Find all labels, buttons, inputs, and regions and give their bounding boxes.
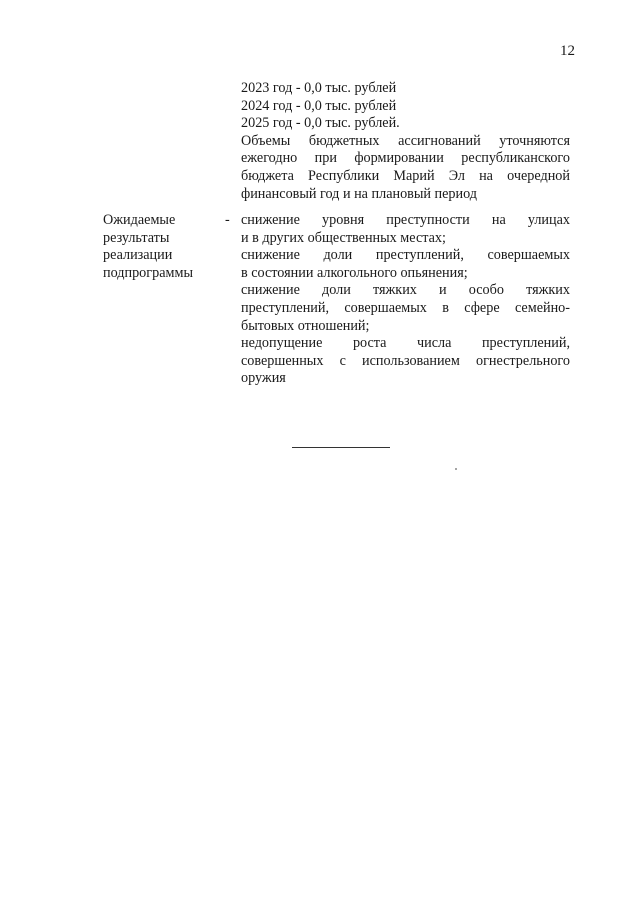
budget-block [241, 80, 570, 203]
budget-note-line: бюджета Республики Марий Эл на очередной [241, 167, 570, 184]
budget-year-2024: 2024 год - 0,0 тыс. рублей [241, 97, 397, 114]
result-item-line: в состоянии алкогольного опьянения; [241, 264, 468, 281]
label-line: Ожидаемые [103, 212, 176, 228]
result-item-line: оружия [241, 370, 286, 387]
result-item-line: совершенных с использованием огнестрельного [241, 352, 570, 369]
budget-year-2025: 2025 год - 0,0 тыс. рублей. [241, 115, 400, 132]
expected-results-list [241, 212, 570, 388]
budget-note-line: Объемы бюджетных ассигнований уточняются [241, 132, 570, 149]
budget-note-line: финансовый год и на плановый период [241, 185, 478, 202]
label-dash: - [225, 212, 230, 228]
result-item-line: и в других общественных местах; [241, 229, 446, 246]
scan-speck [455, 468, 457, 470]
page-number: 12 [560, 43, 575, 59]
result-item-line: снижение уровня преступности на улицах [241, 212, 570, 228]
result-item-line: преступлений, совершаемых в сфере семейно- [241, 299, 570, 316]
result-item-line: снижение доли тяжких и особо тяжких [241, 282, 570, 299]
result-item-line: бытовых отношений; [241, 317, 370, 334]
label-line: подпрограммы [103, 264, 193, 281]
label-line: результаты [103, 229, 170, 246]
result-item-line: снижение доли преступлений, совершаемых [241, 247, 570, 264]
result-item-line: недопущение роста числа преступлений, [241, 335, 570, 352]
expected-results-label [103, 212, 213, 282]
end-divider [292, 447, 390, 448]
label-line: реализации [103, 247, 173, 264]
budget-year-2023: 2023 год - 0,0 тыс. рублей [241, 80, 397, 96]
budget-note-line: ежегодно при формировании республиканского [241, 150, 570, 167]
